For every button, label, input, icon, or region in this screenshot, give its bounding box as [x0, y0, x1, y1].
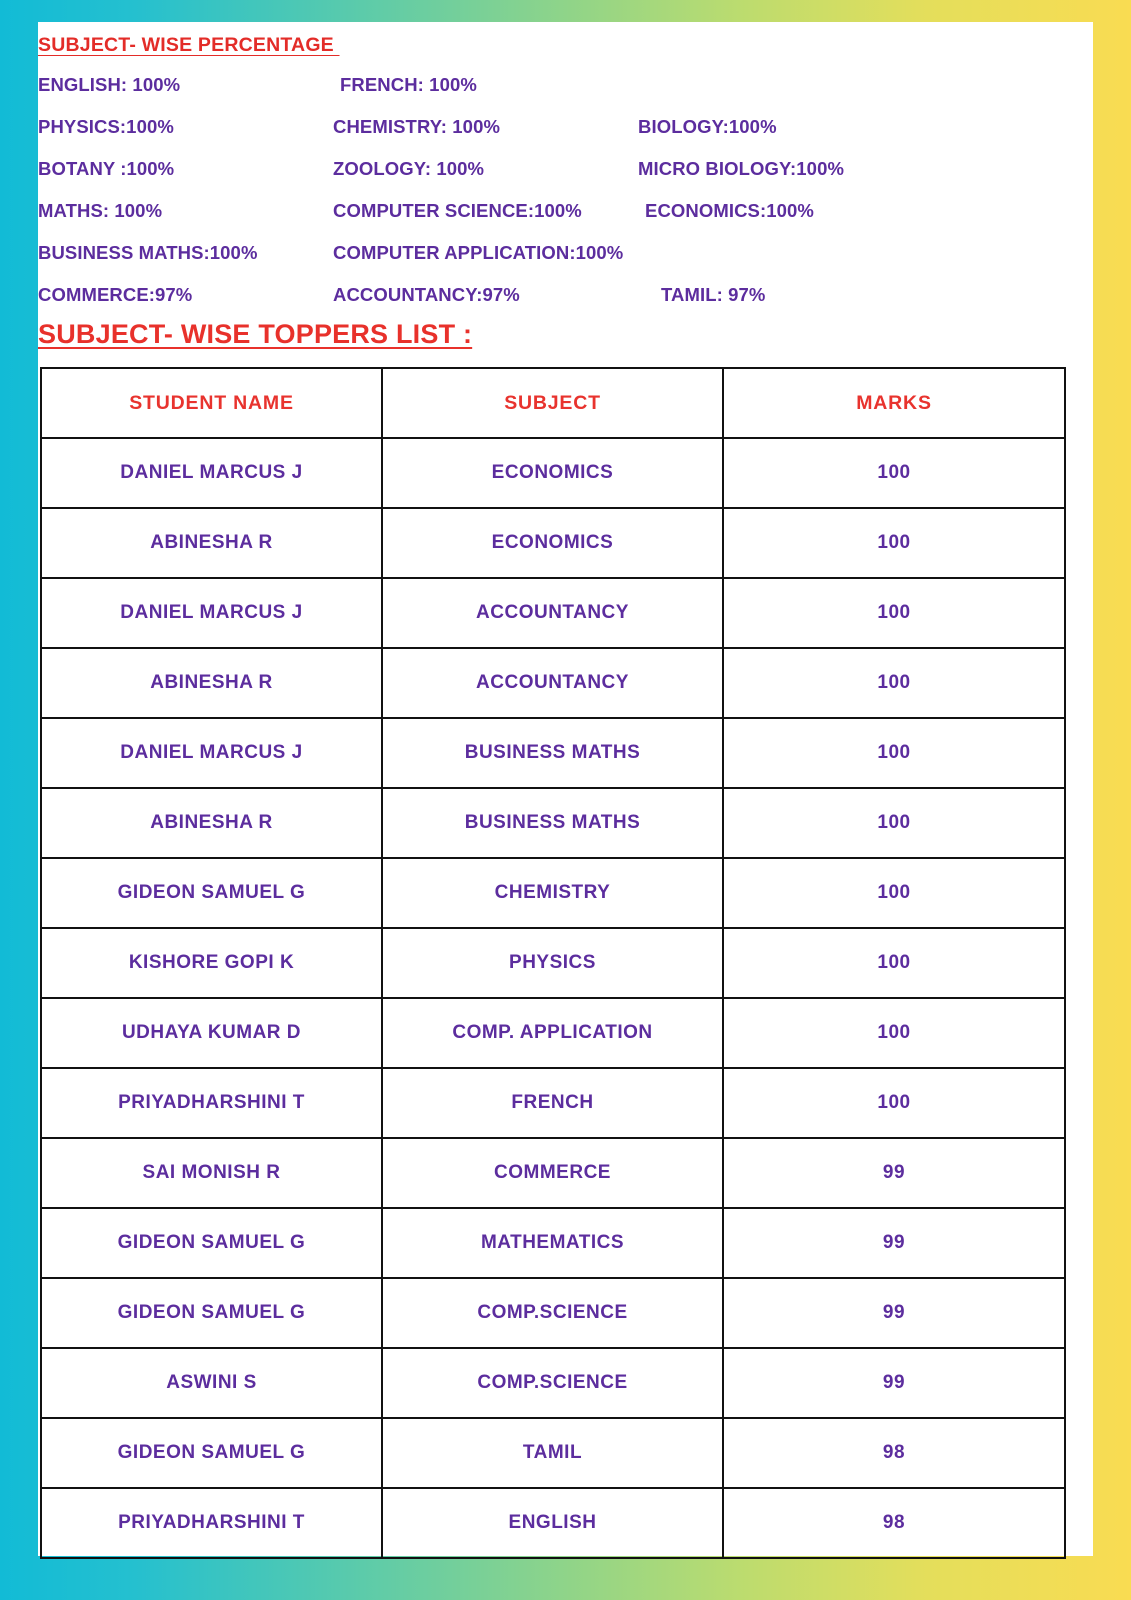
table-row — [41, 998, 1065, 1068]
percentage-row — [38, 200, 1093, 242]
table-row — [41, 1348, 1065, 1418]
page-inner — [38, 22, 1093, 1556]
cell-marks: 100 — [723, 858, 1065, 928]
toppers-table-head — [41, 368, 1065, 438]
table-row — [41, 718, 1065, 788]
subject-percentage-item: ECONOMICS:100% — [645, 200, 814, 221]
cell-marks: 99 — [723, 1138, 1065, 1208]
table-row — [41, 858, 1065, 928]
cell-subject: ECONOMICS — [382, 438, 723, 508]
percentage-row — [38, 242, 1093, 284]
cell-student-name: GIDEON SAMUEL G — [41, 1418, 382, 1488]
cell-marks: 100 — [723, 1068, 1065, 1138]
table-row — [41, 648, 1065, 718]
subject-percentage-item: COMMERCE:97% — [38, 284, 193, 305]
cell-student-name: ABINESHA R — [41, 508, 382, 578]
cell-marks: 100 — [723, 788, 1065, 858]
table-row — [41, 788, 1065, 858]
percentage-row — [38, 158, 1093, 200]
cell-student-name: GIDEON SAMUEL G — [41, 1278, 382, 1348]
cell-student-name: GIDEON SAMUEL G — [41, 1208, 382, 1278]
cell-marks: 99 — [723, 1208, 1065, 1278]
page-title-subject-wise-toppers: SUBJECT- WISE TOPPERS LIST : — [38, 319, 473, 349]
subject-percentage-item: ENGLISH: 100% — [38, 74, 181, 95]
cell-student-name: DANIEL MARCUS J — [41, 438, 382, 508]
toppers-table — [40, 367, 1066, 1559]
table-row — [41, 1208, 1065, 1278]
subject-percentage-item: FRENCH: 100% — [340, 74, 477, 95]
cell-subject: PHYSICS — [382, 928, 723, 998]
document-page — [38, 22, 1093, 1556]
cell-student-name: ASWINI S — [41, 1348, 382, 1418]
cell-marks: 100 — [723, 998, 1065, 1068]
subject-percentage-item: CHEMISTRY: 100% — [333, 116, 501, 137]
cell-subject: BUSINESS MATHS — [382, 718, 723, 788]
cell-marks: 100 — [723, 578, 1065, 648]
cell-marks: 98 — [723, 1488, 1065, 1558]
cell-student-name: SAI MONISH R — [41, 1138, 382, 1208]
cell-subject: MATHEMATICS — [382, 1208, 723, 1278]
cell-marks: 99 — [723, 1348, 1065, 1418]
column-header-subject: SUBJECT — [382, 368, 723, 438]
percentage-row — [38, 74, 1093, 116]
cell-subject: FRENCH — [382, 1068, 723, 1138]
cell-subject: ACCOUNTANCY — [382, 578, 723, 648]
cell-marks: 100 — [723, 718, 1065, 788]
cell-student-name: ABINESHA R — [41, 648, 382, 718]
table-row — [41, 508, 1065, 578]
cell-marks: 100 — [723, 508, 1065, 578]
cell-marks: 99 — [723, 1278, 1065, 1348]
cell-subject: COMP.SCIENCE — [382, 1348, 723, 1418]
subject-percentage-item: PHYSICS:100% — [38, 116, 174, 137]
subject-percentage-item: COMPUTER SCIENCE:100% — [333, 200, 582, 221]
cell-student-name: KISHORE GOPI K — [41, 928, 382, 998]
cell-subject: TAMIL — [382, 1418, 723, 1488]
subject-percentage-item: COMPUTER APPLICATION:100% — [333, 242, 624, 263]
cell-student-name: ABINESHA R — [41, 788, 382, 858]
cell-marks: 98 — [723, 1418, 1065, 1488]
table-row — [41, 928, 1065, 998]
cell-student-name: UDHAYA KUMAR D — [41, 998, 382, 1068]
subject-percentage-item: ACCOUNTANCY:97% — [333, 284, 520, 305]
subject-percentage-item: BOTANY :100% — [38, 158, 175, 179]
cell-student-name: DANIEL MARCUS J — [41, 578, 382, 648]
cell-marks: 100 — [723, 648, 1065, 718]
column-header-marks: MARKS — [723, 368, 1065, 438]
subject-percentage-item: BUSINESS MATHS:100% — [38, 242, 258, 263]
subject-percentage-block — [38, 74, 1093, 326]
table-row — [41, 1278, 1065, 1348]
cell-student-name: DANIEL MARCUS J — [41, 718, 382, 788]
cell-student-name: PRIYADHARSHINI T — [41, 1068, 382, 1138]
table-row — [41, 1418, 1065, 1488]
cell-marks: 100 — [723, 438, 1065, 508]
table-row — [41, 1488, 1065, 1558]
table-header-row — [41, 368, 1065, 438]
cell-subject: BUSINESS MATHS — [382, 788, 723, 858]
cell-student-name: PRIYADHARSHINI T — [41, 1488, 382, 1558]
toppers-table-body — [41, 438, 1065, 1558]
subject-percentage-item: MATHS: 100% — [38, 200, 163, 221]
subject-percentage-item: TAMIL: 97% — [661, 284, 766, 305]
cell-subject: CHEMISTRY — [382, 858, 723, 928]
subject-percentage-item: BIOLOGY:100% — [638, 116, 777, 137]
cell-subject: COMMERCE — [382, 1138, 723, 1208]
cell-subject: COMP. APPLICATION — [382, 998, 723, 1068]
table-row — [41, 1068, 1065, 1138]
subject-percentage-item: ZOOLOGY: 100% — [333, 158, 485, 179]
percentage-row — [38, 116, 1093, 158]
cell-subject: COMP.SCIENCE — [382, 1278, 723, 1348]
cell-subject: ACCOUNTANCY — [382, 648, 723, 718]
cell-subject: ENGLISH — [382, 1488, 723, 1558]
cell-student-name: GIDEON SAMUEL G — [41, 858, 382, 928]
column-header-student-name: STUDENT NAME — [41, 368, 382, 438]
table-row — [41, 438, 1065, 508]
table-row — [41, 578, 1065, 648]
page-title-subject-wise-percentage: SUBJECT- WISE PERCENTAGE — [38, 34, 340, 56]
cell-marks: 100 — [723, 928, 1065, 998]
cell-subject: ECONOMICS — [382, 508, 723, 578]
subject-percentage-item: MICRO BIOLOGY:100% — [638, 158, 845, 179]
table-row — [41, 1138, 1065, 1208]
